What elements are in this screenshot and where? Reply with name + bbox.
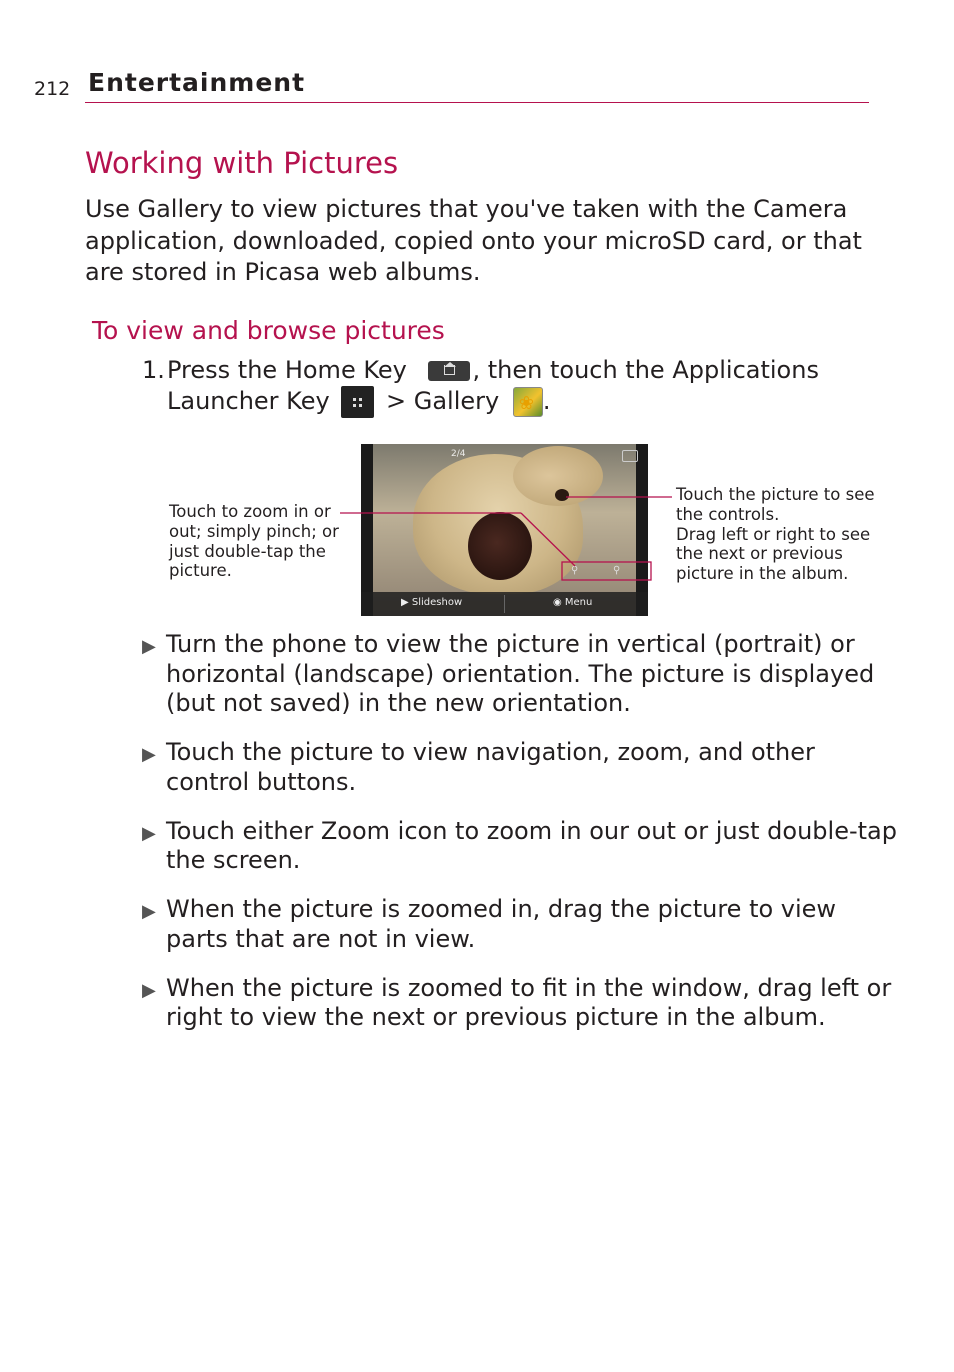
triangle-right-icon: ▶ bbox=[142, 822, 156, 844]
callout-controls bbox=[676, 485, 876, 584]
callout-controls-line-2: Drag left or right to see the next or previous picture in the album. bbox=[676, 524, 871, 584]
gallery-label: Gallery bbox=[413, 386, 500, 415]
bullet-list bbox=[142, 630, 902, 1052]
step-separator: > bbox=[385, 386, 407, 415]
subheading: To view and browse pictures bbox=[92, 316, 445, 345]
section-title: Entertainment bbox=[88, 68, 306, 97]
menu-button: ◉ Menu bbox=[553, 597, 593, 608]
triangle-right-icon: ▶ bbox=[142, 744, 156, 765]
slideshow-button: ▶ Slideshow bbox=[401, 597, 463, 608]
screenshot-counter: 2/4 bbox=[451, 449, 466, 459]
list-item: ▶ When the picture is zoomed to fit in the window, drag left or right to view the next or previous picture in the album. bbox=[142, 973, 892, 1031]
list-item: ▶ When the picture is zoomed in, drag the picture to view parts that are not in view. bbox=[142, 895, 837, 953]
step-text-then: , then touch the bbox=[472, 356, 665, 384]
callout-zoom: Touch to zoom in or out; simply pinch; or just double-tap the picture. bbox=[169, 502, 339, 581]
page-heading: Working with Pictures bbox=[85, 146, 399, 180]
step-period: . bbox=[542, 386, 551, 415]
zoom-out-icon: ⚲ bbox=[571, 565, 579, 576]
zoom-in-icon: ⚲ bbox=[613, 565, 621, 576]
list-item: ▶ Turn the phone to view the picture in vertical (portrait) or horizontal (landscape) orientation. The picture is displayed (but not saved) in the new orientation. bbox=[142, 630, 875, 717]
apps-launcher-label: Applications Launcher Key bbox=[167, 356, 819, 415]
step-number: 1. bbox=[142, 356, 165, 384]
intro-paragraph: Use Gallery to view pictures that you've taken with the Camera application, downloaded, copied onto your microSD card, or that are stored in Picasa web albums. bbox=[85, 195, 862, 286]
triangle-right-icon: ▶ bbox=[142, 636, 156, 657]
callout-controls-line-1: Touch the picture to see the controls. bbox=[676, 485, 875, 524]
home-key-label: Home Key bbox=[284, 356, 407, 384]
triangle-right-icon: ▶ bbox=[142, 901, 156, 922]
list-item: ▶ Touch the picture to view navigation, zoom, and other control buttons. bbox=[142, 738, 815, 796]
step-text-press: Press the bbox=[167, 356, 278, 384]
list-item: ▶ Touch either Zoom icon to zoom in our out or just double-tap the screen. bbox=[142, 816, 897, 874]
triangle-right-icon: ▶ bbox=[142, 979, 156, 1001]
page-number: 212 bbox=[34, 78, 71, 100]
